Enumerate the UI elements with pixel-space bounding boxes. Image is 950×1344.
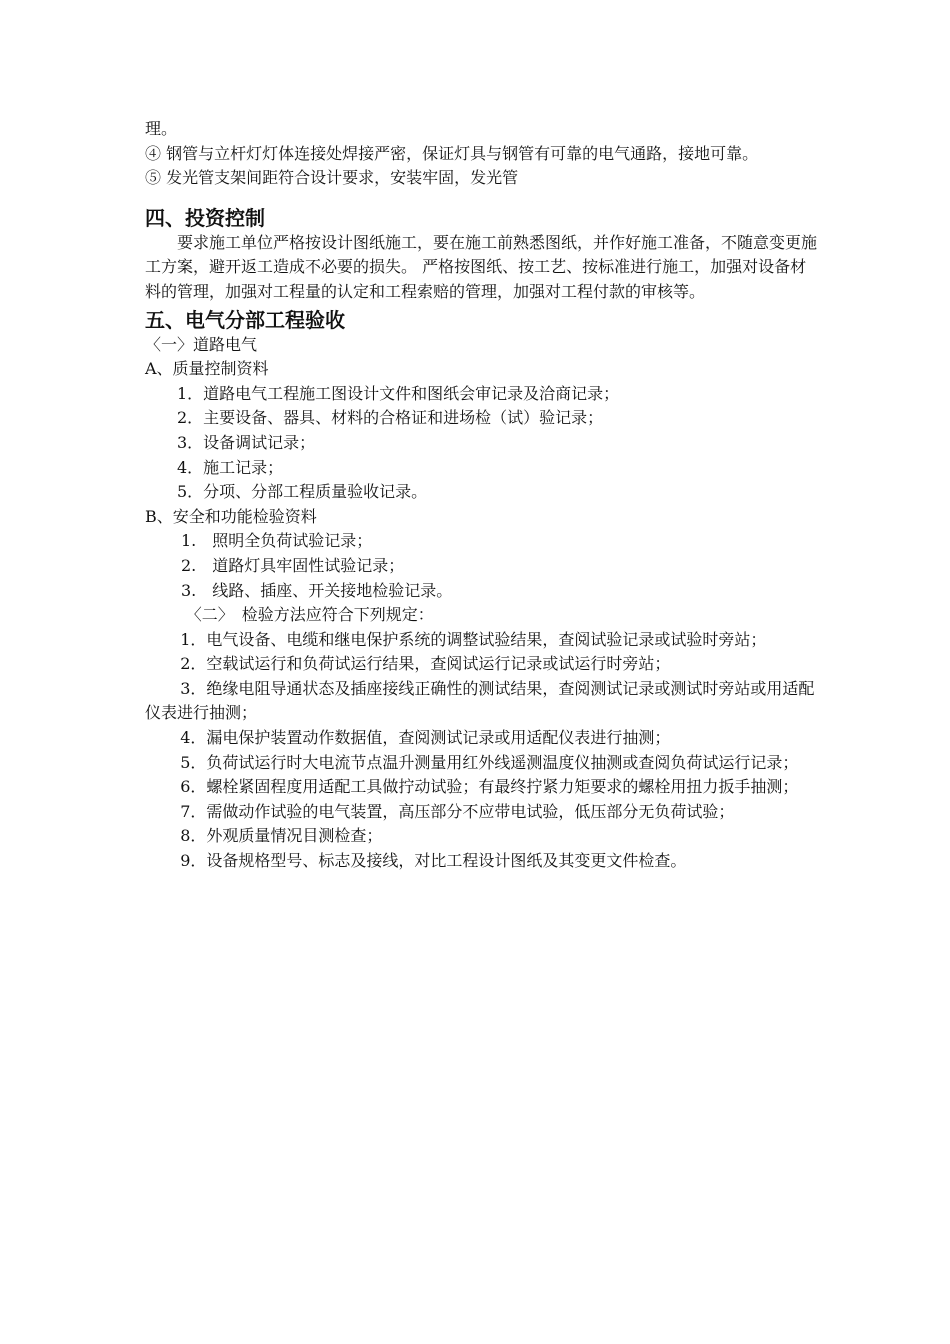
- inspection-method: 8．外观质量情况目测检查；: [180, 826, 383, 846]
- group-a-item: 1．道路电气工程施工图设计文件和图纸会审记录及洽商记录；: [177, 383, 620, 403]
- group-b-item: 3. 线路、插座、开关接地检验记录。: [181, 580, 453, 600]
- group-a-item: 4．施工记录；: [177, 457, 284, 477]
- continuation-line: 理。: [145, 119, 178, 138]
- section-4-heading: 四、投资控制: [145, 205, 265, 230]
- inspection-method: 5．负荷试运行时大电流节点温升测量用红外线遥测温度仪抽测或查阅负荷试运行记录；: [180, 752, 799, 772]
- document-page: [145, 117, 820, 874]
- inspection-method: 7．需做动作试验的电气装置，高压部分不应带电试验，低压部分无负荷试验；: [180, 801, 735, 821]
- group-b-item: 2. 道路灯具牢固性试验记录；: [181, 555, 405, 575]
- group-a-item: 3．设备调试记录；: [177, 432, 316, 452]
- group-b-item: 1. 照明全负荷试验记录；: [181, 531, 373, 551]
- group-b-title: B、安全和功能检验资料: [145, 506, 317, 526]
- inspection-method: 1．电气设备、电缆和继电保护系统的调整试验结果，查阅试验记录或试验时旁站；: [180, 629, 767, 649]
- install-requirement-4: ④ 钢管与立杆灯灯体连接处焊接严密，保证灯具与钢管有可靠的电气通路，接地可靠。: [145, 143, 759, 163]
- group-a-item: 5．分项、分部工程质量验收记录。: [177, 482, 428, 502]
- group-a-title: A、质量控制资料: [145, 359, 269, 379]
- install-requirement-5: ⑤ 发光管支架间距符合设计要求，安装牢固，发光管: [145, 168, 519, 188]
- inspection-method: 3．绝缘电阻导通状态及插座接线正确性的测试结果，查阅测试记录或测试时旁站或用适配仪表进行抽测；: [145, 678, 815, 723]
- inspection-method: 2．空载试运行和负荷试运行结果，查阅试运行记录或试运行时旁站；: [180, 654, 671, 674]
- inspection-method: 4．漏电保护装置动作数据值，查阅测试记录或用适配仪表进行抽测；: [180, 728, 671, 748]
- section-5-heading: 五、电气分部工程验收: [145, 307, 345, 332]
- subsection-2-title: 〈二〉 检验方法应符合下列规定：: [185, 605, 434, 625]
- inspection-method: 9．设备规格型号、标志及接线，对比工程设计图纸及其变更文件检查。: [180, 851, 687, 871]
- investment-control-paragraph: 要求施工单位严格按设计图纸施工，要在施工前熟悉图纸，并作好施工准备，不随意变更施工方案，避开返工造成不必要的损失。 严格按图纸、按工艺、按标准进行施工，加强对设备材料的管理，加强对工程量的认定和工程索赔的管理，加强对工程付款的审核等。: [145, 232, 818, 301]
- group-a-item: 2．主要设备、器具、材料的合格证和进场检（试）验记录；: [177, 408, 604, 428]
- inspection-method: 6．螺栓紧固程度用适配工具做拧动试验；有最终拧紧力矩要求的螺栓用扭力扳手抽测；: [180, 777, 799, 797]
- subsection-1-title: 〈一〉道路电气: [145, 334, 258, 354]
